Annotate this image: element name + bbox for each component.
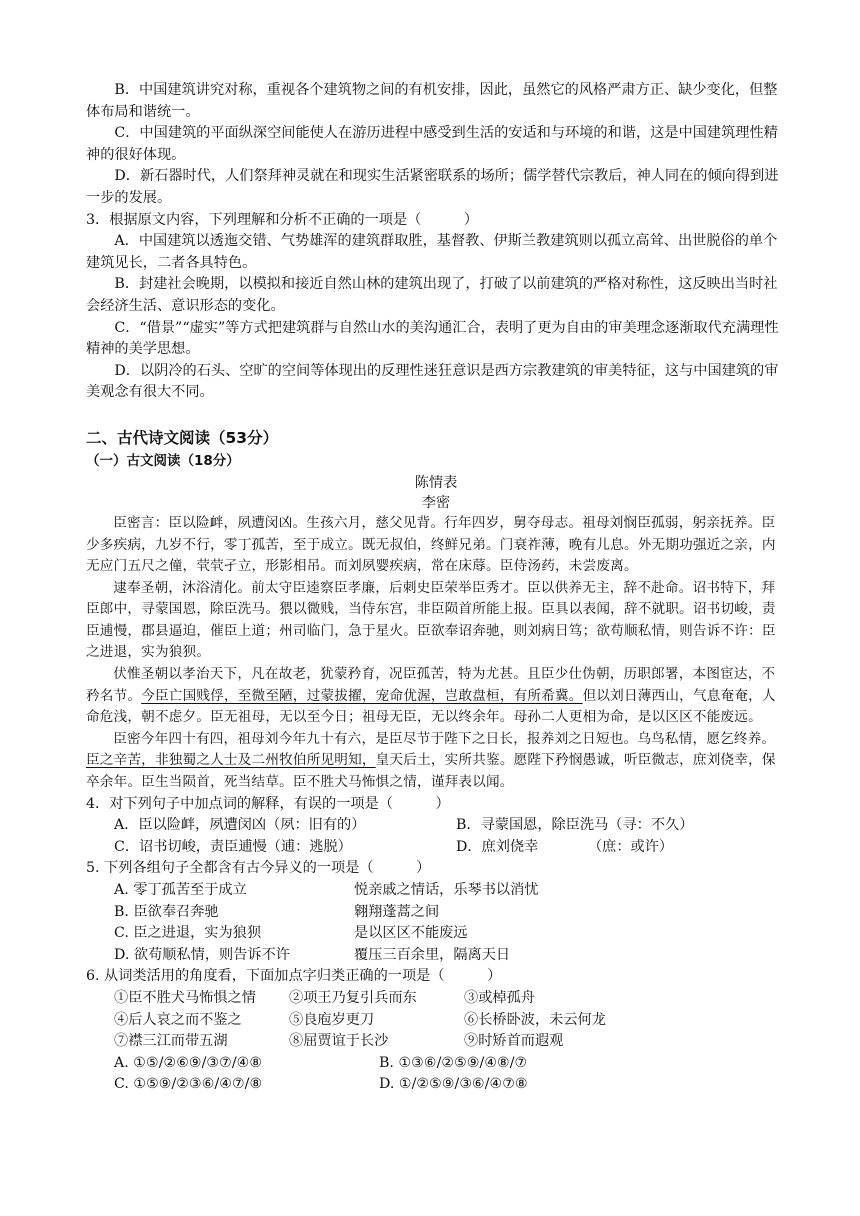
q5-option-a-2: 悦亲戚之情话，乐琴书以消忧 <box>354 882 539 898</box>
q5-option-d-1: D. 欲苟顺私情，则告诉不许 <box>114 946 290 963</box>
q4-option-b: B．寻蒙国恩，除臣洗马（寻：不久） <box>456 817 694 834</box>
passage-paragraph-4: 臣密今年四十有四，祖母刘今年九十有六，是臣尽节于陛下之日长，报养刘之日短也。乌鸟私情，愿乞终养。臣之辛苦，非独蜀之人士及二州牧伯所见明知，皇天后土，实所共鉴。愿陛下矜悯愚诚，听臣微志，庶刘侥幸，保卒余年。臣生当陨首，死当结草。臣不胜犬马怖惧之情，谨拜表以闻。 <box>86 730 776 791</box>
section-title: 二、古代诗文阅读（53分） <box>86 428 279 447</box>
q3-option-d: D．以阴冷的石头、空旷的空间等体现出的反理性迷狂意识是西方宗教建筑的审美特征，这与中国建筑的审美观念有很大不同。 <box>86 362 779 401</box>
q6-items <box>114 988 786 1053</box>
underlined-sentence-2: 臣之辛苦，非独蜀之人士及二州牧伯所见明知， <box>86 752 376 769</box>
q4-option-d: D．庶刘侥幸 （庶：或许） <box>456 838 674 855</box>
passage-paragraph-2: 逮奉圣朝，沐浴清化。前太守臣逵察臣孝廉，后刺史臣荣举臣秀才。臣以供养无主，辞不赴命。诏书特下，拜臣郎中，寻蒙国恩，除臣洗马。猥以微贱，当侍东宫，非臣陨首所能上报。臣具以表闻，辞不就职。诏书切峻，责臣逋慢，郡县逼迫，催臣上道；州司临门，急于星火。臣欲奉诏奔驰，则刘病日笃；欲苟顺私情，则告诉不许：臣之进退，实为狼狈。 <box>86 579 776 661</box>
q6-option-b: B. ①③⑥/②⑤⑨/④⑧/⑦ <box>379 1054 528 1071</box>
q6-stem: 6. 从词类活用的角度看，下面加点字归类正确的一项是（ ） <box>86 968 502 985</box>
q6-item-8: ⑧屈贾谊于长沙 <box>289 1033 389 1050</box>
q5-option-c-2: 是以区区不能废远 <box>354 925 468 942</box>
q6-item-9: ⑨时矫首而遐观 <box>464 1033 564 1050</box>
q5-options <box>114 880 786 966</box>
q5-option-c-1: C. 臣之进退，实为狼狈 <box>114 925 262 942</box>
q2-option-d: D．新石器时代，人们祭拜神灵就在和现实生活紧密联系的场所；儒学替代宗教后，神人同在的倾向得到进一步的发展。 <box>86 168 779 206</box>
q4-stem: 4．对下列句子中加点词的解释，有误的一项是（ ） <box>86 795 450 812</box>
q4-option-c: C．诏书切峻，责臣逋慢（逋：逃脱） <box>114 838 352 855</box>
q5-option-b-2: 翱翔蓬蒿之间 <box>354 903 440 920</box>
q6-option-d: D. ①/②⑤⑨/③⑥/④⑦⑧ <box>379 1076 528 1093</box>
q3-option-c: C．“借景”“虚实”等方式把建筑群与自然山水的美沟通汇合，表明了更为自由的审美理念逐渐取代充满理性精神的美学思想。 <box>86 319 779 358</box>
text-author: 李密 <box>421 494 451 511</box>
q4-options <box>114 815 786 858</box>
q2-option-c: C．中国建筑的平面纵深空间能使人在游历进程中感受到生活的安适和与环境的和谐，这是中国建筑理性精神的很好体现。 <box>86 125 778 163</box>
q6-item-1: ①臣不胜犬马怖惧之情 <box>114 989 256 1006</box>
q5-stem: 5. 下列各组句子全都含有古今异义的一项是（ ） <box>86 860 431 877</box>
q6-item-3: ③或棹孤舟 <box>464 989 535 1006</box>
q3-option-a: A．中国建筑以透迤交错、气势雄浑的建筑群取胜，基督教、伊斯兰教建筑则以孤立高耸、出世脱俗的单个建筑见长，二者各具特色。 <box>86 233 778 271</box>
q6-option-a: A. ①⑤/②⑥⑨/③⑦/④⑧ <box>114 1054 263 1071</box>
q4-option-a: A．臣以险衅，夙遭闵凶（夙：旧有的） <box>114 817 366 834</box>
underlined-sentence-1: 今臣亡国贱俘，至微至陋，过蒙拔擢，宠命优渥，岂敢盘桓，有所希冀。 <box>141 687 583 704</box>
q5-option-a-1: A. 零丁孤苦至于成立 <box>114 882 247 898</box>
exam-page <box>86 80 786 1096</box>
q6-item-6: ⑥长桥卧波，未云何龙 <box>464 1011 606 1028</box>
q6-option-c: C. ①⑤⑨/②③⑥/④⑦/⑧ <box>114 1076 263 1093</box>
q3-option-b: B．封建社会晚期，以模拟和接近自然山林的建筑出现了，打破了以前建筑的严格对称性，这反映出当时社会经济生活、意识形态的变化。 <box>86 276 778 314</box>
q6-options <box>114 1053 786 1096</box>
q6-item-7: ⑦襟三江而带五湖 <box>114 1033 228 1050</box>
passage-paragraph-3: 伏惟圣朝以孝治天下，凡在故老，犹蒙矜育，况臣孤苦，特为尤甚。且臣少仕伪朝，历职郎署，本图宦达，不矜名节。今臣亡国贱俘，至微至陋，过蒙拔擢，宠命优渥，岂敢盘桓，有所希冀。但以刘日薄西山，气息奄奄，人命危浅，朝不虑夕。臣无祖母，无以至今日；祖母无臣，无以终余年。母孙二人更相为命，是以区区不能废远。 <box>86 666 776 726</box>
q6-item-5: ⑤良庖岁更刀 <box>289 1011 375 1028</box>
q6-item-4: ④后人哀之而不鉴之 <box>114 1011 242 1028</box>
q5-option-b-1: B. 臣欲奉召奔驰 <box>114 903 219 920</box>
q6-item-2: ②项王乃复引兵而东 <box>289 989 417 1006</box>
subsection-title: （一）古文阅读（18分） <box>86 452 240 469</box>
q5-option-d-2: 覆压三百余里，隔离天日 <box>354 946 511 963</box>
q3-stem: 3．根据原文内容，下列理解和分析不正确的一项是（ ） <box>86 211 479 228</box>
passage-paragraph-1: 臣密言：臣以险衅，夙遭闵凶。生孩六月，慈父见背。行年四岁，舅夺母志。祖母刘悯臣孤弱，躬亲抚养。臣少多疾病，九岁不行，零丁孤苦，至于成立。既无叔伯，终鲜兄弟。门衰祚薄，晚有儿息。外无期功强近之亲，内无应门五尺之僮，茕茕孑立，形影相吊。而刘夙婴疾病，常在床蓐。臣侍汤药，未尝废离。 <box>86 514 776 575</box>
text-title: 陈情表 <box>414 474 458 491</box>
q2-option-b: B．中国建筑讲究对称，重视各个建筑物之间的有机安排，因此，虽然它的风格严肃方正、缺少变化，但整体布局和谐统一。 <box>86 82 778 120</box>
